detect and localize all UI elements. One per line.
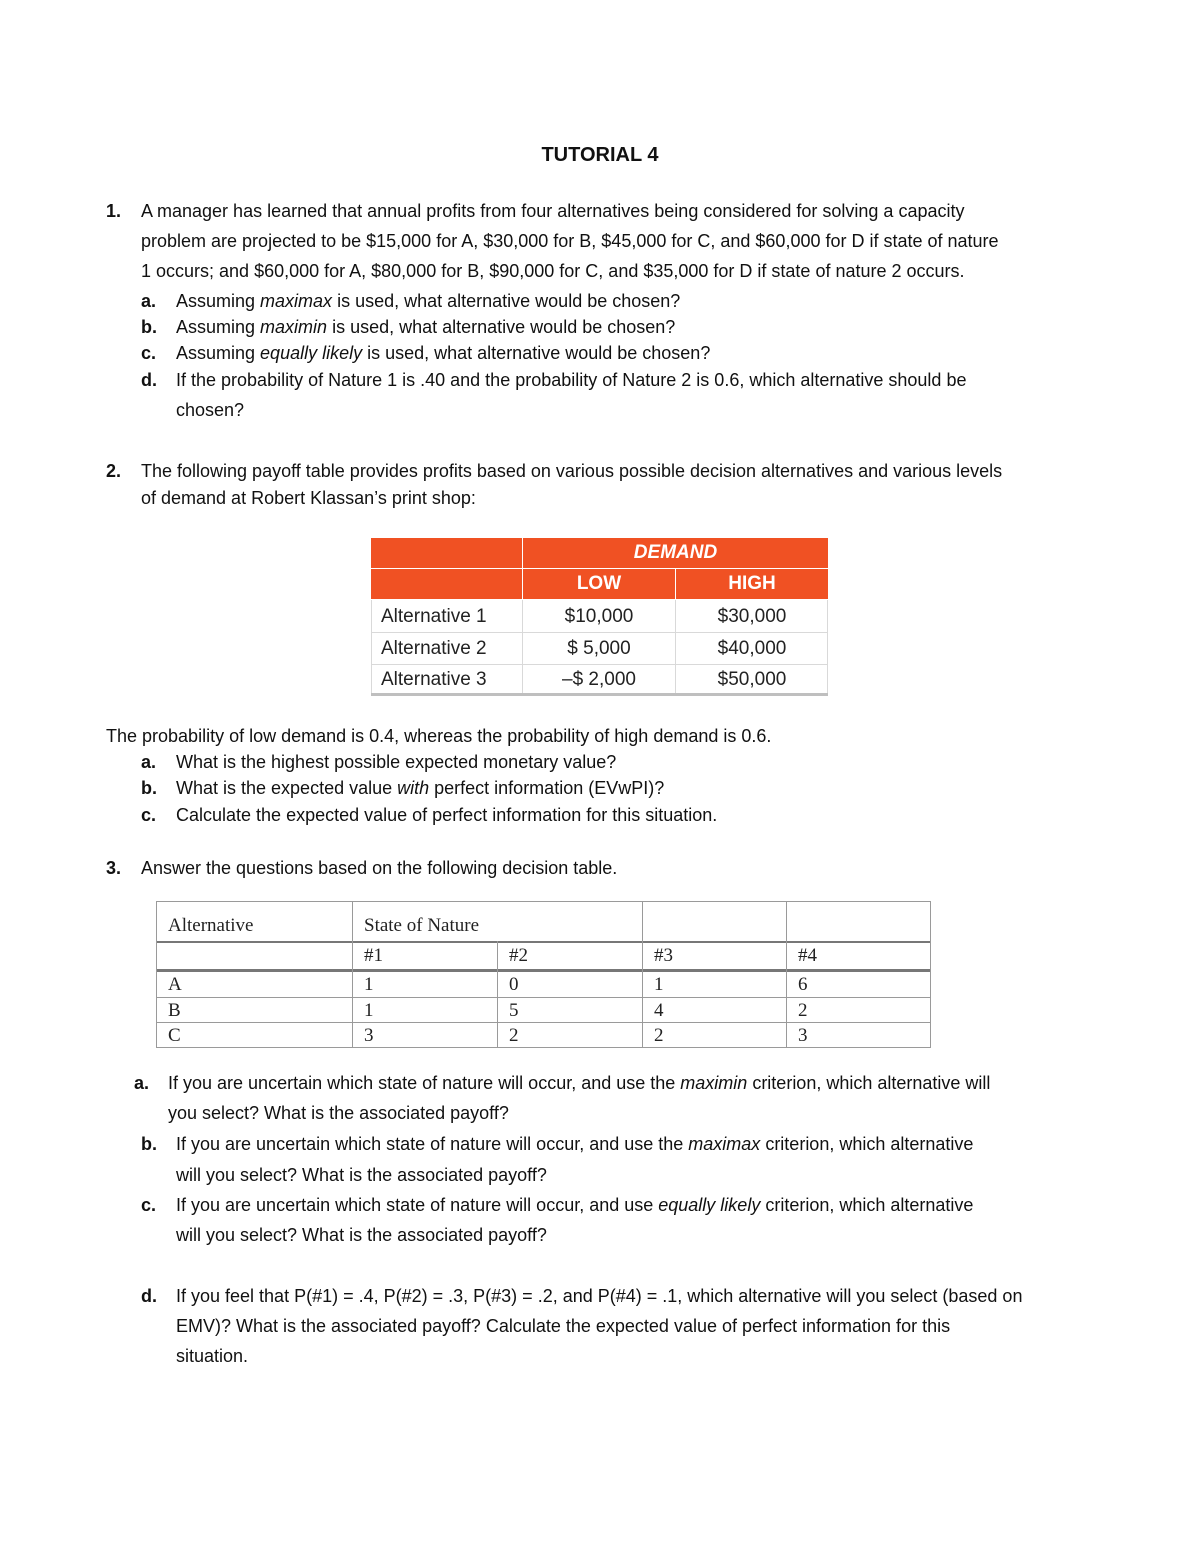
q3d-line-3: situation. bbox=[176, 1346, 249, 1366]
q2-number: 2. bbox=[106, 461, 122, 481]
grid-line bbox=[930, 901, 931, 1048]
grid-line bbox=[371, 693, 828, 696]
grid-line bbox=[371, 600, 372, 696]
grid-line bbox=[642, 901, 643, 1048]
q2a-letter: a. bbox=[141, 752, 157, 772]
demand-header: DEMAND bbox=[523, 538, 828, 568]
row-b-s2: 5 bbox=[509, 1000, 519, 1021]
q1-line-2: problem are projected to be $15,000 for A, $30,000 for B, $45,000 for C, and $60,000 for D if state of nature bbox=[141, 231, 999, 251]
grid-line bbox=[371, 664, 828, 665]
state-2-header: #2 bbox=[509, 945, 528, 966]
grid-line bbox=[786, 901, 787, 1048]
q2b-text: What is the expected value with perfect information (EVwPI)? bbox=[176, 778, 665, 798]
q1d-line-1: If the probability of Nature 1 is .40 and the probability of Nature 2 is 0.6, which alternative should be bbox=[176, 370, 967, 390]
q1c-text: Assuming equally likely is used, what alternative would be chosen? bbox=[176, 343, 711, 363]
grid-line bbox=[156, 901, 157, 1048]
grid-line bbox=[156, 901, 931, 902]
q1a-text: Assuming maximax is used, what alternative would be chosen? bbox=[176, 291, 681, 311]
grid-line bbox=[675, 600, 676, 696]
row-b-label: B bbox=[168, 1000, 181, 1021]
row-a-s1: 1 bbox=[364, 974, 374, 995]
q1-line-3: 1 occurs; and $60,000 for A, $80,000 for B, $90,000 for C, and $35,000 for D if state of nature 2 occurs. bbox=[141, 261, 965, 281]
row-c-s2: 2 bbox=[509, 1025, 519, 1046]
q1-number: 1. bbox=[106, 201, 122, 221]
grid-line bbox=[156, 997, 931, 998]
state-1-header: #1 bbox=[364, 945, 383, 966]
row-3-high: $50,000 bbox=[717, 669, 787, 690]
decision-table bbox=[156, 901, 931, 1048]
q1d-line-2: chosen? bbox=[176, 400, 245, 420]
q2a-text: What is the highest possible expected monetary value? bbox=[176, 752, 617, 772]
row-3-label: Alternative 3 bbox=[381, 669, 487, 690]
q3b-line-1: If you are uncertain which state of nature will occur, and use the maximax criterion, which alternative bbox=[176, 1134, 974, 1154]
low-header: LOW bbox=[523, 569, 675, 599]
q3b-line-2: will you select? What is the associated payoff? bbox=[176, 1165, 547, 1185]
q3-number: 3. bbox=[106, 858, 122, 878]
q1a-letter: a. bbox=[141, 291, 157, 311]
q2c-text: Calculate the expected value of perfect information for this situation. bbox=[176, 805, 718, 825]
q2-line-2: of demand at Robert Klassan’s print shop: bbox=[141, 488, 476, 508]
demand-header-blank bbox=[371, 538, 522, 568]
row-b-s4: 2 bbox=[798, 1000, 808, 1021]
page-title: TUTORIAL 4 bbox=[541, 144, 659, 166]
q3a-line-1: If you are uncertain which state of nature will occur, and use the maximin criterion, which alternative will bbox=[168, 1073, 991, 1093]
q3c-line-2: will you select? What is the associated payoff? bbox=[176, 1225, 547, 1245]
q2b-letter: b. bbox=[141, 778, 157, 798]
grid-line bbox=[827, 600, 828, 696]
grid-line bbox=[352, 901, 353, 1048]
grid-line bbox=[156, 1047, 931, 1048]
state-3-header: #3 bbox=[654, 945, 673, 966]
row-3-low: –$ 2,000 bbox=[562, 669, 636, 690]
q2-line-1: The following payoff table provides profits based on various possible decision alternatives and various levels bbox=[141, 461, 1003, 481]
grid-line bbox=[497, 941, 498, 1048]
q1-line-1: A manager has learned that annual profits from four alternatives being considered for solving a capacity bbox=[141, 201, 965, 221]
row-2-low: $ 5,000 bbox=[567, 638, 631, 659]
row-c-s1: 3 bbox=[364, 1025, 374, 1046]
q3c-line-1: If you are uncertain which state of nature will occur, and use equally likely criterion, which alternative bbox=[176, 1195, 974, 1215]
row-c-label: C bbox=[168, 1025, 181, 1046]
q3a-line-2: you select? What is the associated payoff? bbox=[168, 1103, 509, 1123]
row-1-low: $10,000 bbox=[564, 606, 634, 627]
row-2-high: $40,000 bbox=[717, 638, 787, 659]
grid-line bbox=[371, 632, 828, 633]
demand-subheader-blank bbox=[371, 569, 522, 599]
row-a-label: A bbox=[168, 974, 182, 995]
high-header: HIGH bbox=[676, 569, 828, 599]
alternative-header: Alternative bbox=[168, 915, 254, 936]
q1b-text: Assuming maximin is used, what alternative would be chosen? bbox=[176, 317, 676, 337]
row-c-s4: 3 bbox=[798, 1025, 808, 1046]
grid-line bbox=[156, 1022, 931, 1023]
row-b-s3: 4 bbox=[654, 1000, 664, 1021]
state-4-header: #4 bbox=[798, 945, 817, 966]
grid-line bbox=[156, 941, 931, 943]
state-of-nature-header: State of Nature bbox=[364, 915, 480, 936]
q3-intro: Answer the questions based on the following decision table. bbox=[141, 858, 618, 878]
demand-payoff-table bbox=[371, 538, 828, 696]
q3d-line-2: EMV)? What is the associated payoff? Calculate the expected value of perfect information for this bbox=[176, 1316, 951, 1336]
q3d-line-1: If you feel that P(#1) = .4, P(#2) = .3, P(#3) = .2, and P(#4) = .1, which alternative will you select (based on bbox=[176, 1286, 1023, 1306]
row-1-label: Alternative 1 bbox=[381, 606, 487, 627]
q1c-letter: c. bbox=[141, 343, 157, 363]
q1b-letter: b. bbox=[141, 317, 157, 337]
q3b-letter: b. bbox=[141, 1134, 157, 1154]
q3a-letter: a. bbox=[134, 1073, 150, 1093]
row-a-s4: 6 bbox=[798, 974, 808, 995]
grid-line bbox=[156, 969, 931, 972]
row-1-high: $30,000 bbox=[717, 606, 787, 627]
q1d-letter: d. bbox=[141, 370, 157, 390]
q3c-letter: c. bbox=[141, 1195, 157, 1215]
q2-probability-line: The probability of low demand is 0.4, whereas the probability of high demand is 0.6. bbox=[106, 726, 772, 746]
q3d-letter: d. bbox=[141, 1286, 157, 1306]
row-a-s3: 1 bbox=[654, 974, 664, 995]
q2c-letter: c. bbox=[141, 805, 157, 825]
row-c-s3: 2 bbox=[654, 1025, 664, 1046]
row-2-label: Alternative 2 bbox=[381, 638, 487, 659]
row-a-s2: 0 bbox=[509, 974, 519, 995]
row-b-s1: 1 bbox=[364, 1000, 374, 1021]
grid-line bbox=[522, 600, 523, 696]
